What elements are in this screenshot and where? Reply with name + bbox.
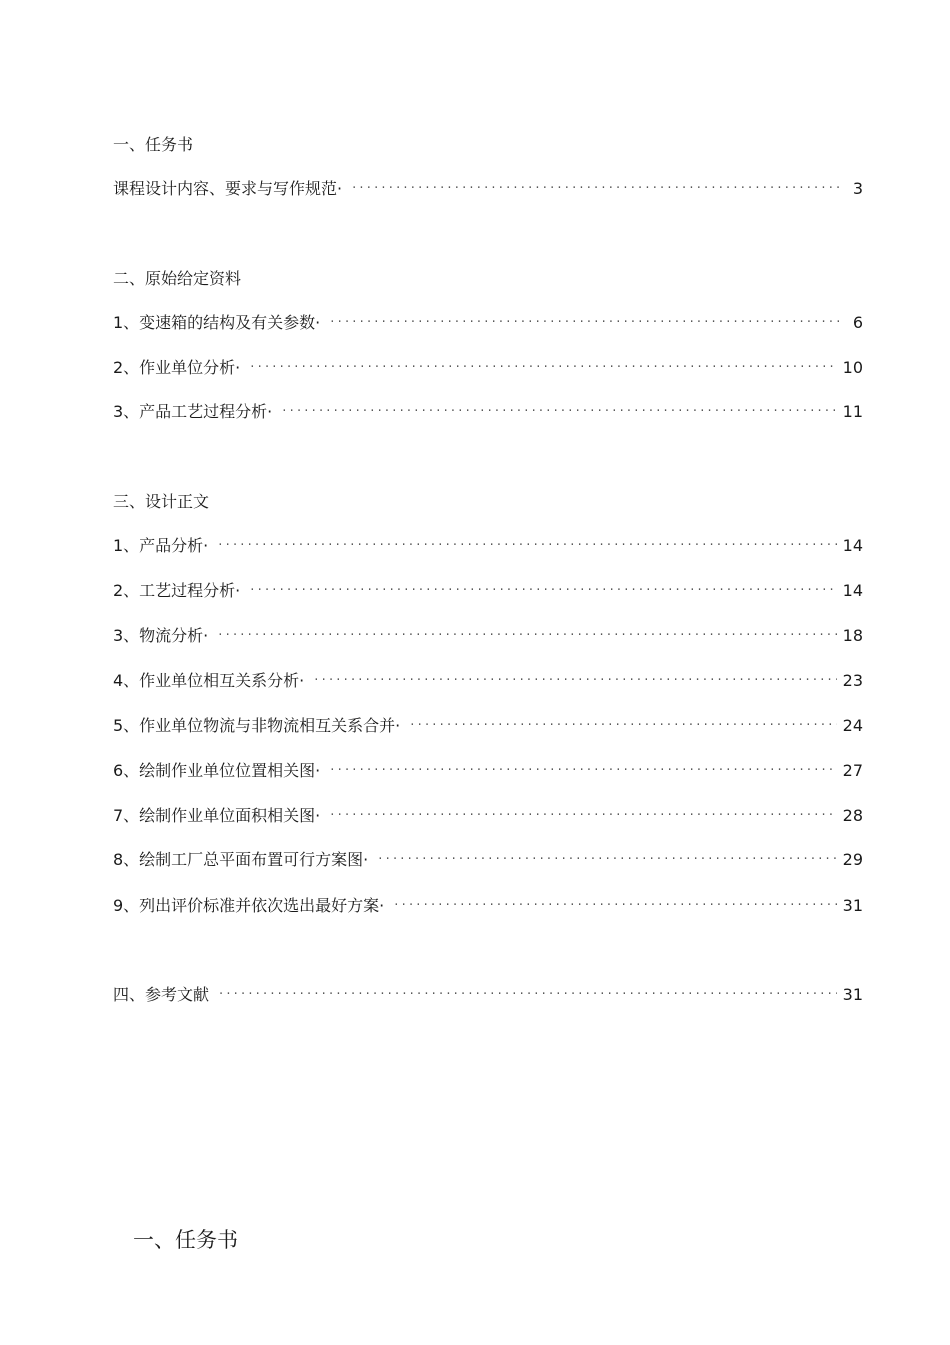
toc-section-heading: 二、原始给定资料: [113, 269, 242, 288]
toc-entry[interactable]: [113, 625, 863, 647]
toc-entry-label: 课程设计内容、要求与写作规范·: [113, 179, 343, 198]
toc-page-number: 24: [842, 716, 863, 735]
toc-entry[interactable]: [113, 535, 863, 557]
toc-dot-leader: [282, 401, 836, 423]
toc-entry-label: 4、作业单位相互关系分析·: [113, 671, 305, 690]
toc-section-heading: 一、任务书: [113, 135, 194, 154]
toc-dot-leader: [250, 357, 836, 379]
toc-entry[interactable]: [113, 357, 863, 379]
toc-page-number: 14: [842, 581, 863, 600]
toc-entry-label: 3、产品工艺过程分析·: [113, 402, 273, 421]
toc-entry-label: 3、物流分析·: [113, 626, 209, 645]
toc-entry-label: 5、作业单位物流与非物流相互关系合并·: [113, 716, 401, 735]
toc-dot-leader: [410, 715, 836, 737]
toc-entry[interactable]: [113, 670, 863, 692]
toc-dot-leader: [314, 670, 836, 692]
toc-entry-label: 6、绘制作业单位位置相关图·: [113, 761, 321, 780]
toc-entry-label: 9、列出评价标准并依次选出最好方案·: [113, 896, 385, 915]
toc-dot-leader: [378, 849, 836, 871]
toc-dot-leader: [218, 535, 836, 557]
toc-page-number: 3: [852, 179, 863, 198]
toc-page-number: 31: [842, 985, 863, 1004]
toc-entry-label: 2、工艺过程分析·: [113, 581, 241, 600]
toc-entry[interactable]: [113, 401, 863, 423]
toc-entry[interactable]: [113, 895, 863, 917]
toc-entry-label: 8、绘制工厂总平面布置可行方案图·: [113, 850, 369, 869]
toc-dot-leader: [352, 178, 839, 200]
toc-page-number: 6: [852, 313, 863, 332]
toc-dot-leader: [250, 580, 836, 602]
toc-entry-label: 1、变速箱的结构及有关参数·: [113, 313, 321, 332]
toc-page-number: 10: [842, 358, 863, 377]
toc-entry-label: 7、绘制作业单位面积相关图·: [113, 806, 321, 825]
toc-entry[interactable]: [113, 849, 863, 871]
toc-section-heading: 三、设计正文: [113, 492, 210, 511]
toc-entry-references[interactable]: [113, 984, 863, 1006]
toc-dot-leader: [330, 805, 836, 827]
toc-dot-leader: [218, 625, 836, 647]
toc-page-number: 23: [842, 671, 863, 690]
toc-page-number: 28: [842, 806, 863, 825]
toc-entry[interactable]: [113, 580, 863, 602]
toc-dot-leader: [394, 895, 836, 917]
toc-page-number: 14: [842, 536, 863, 555]
toc-entry-label: 四、参考文献: [113, 985, 210, 1004]
toc-entry[interactable]: [113, 312, 863, 334]
toc-dot-leader: [219, 984, 837, 1006]
toc-entry[interactable]: [113, 715, 863, 737]
toc-entry-label: 2、作业单位分析·: [113, 358, 241, 377]
toc-dot-leader: [330, 312, 839, 334]
toc-entry-label: 1、产品分析·: [113, 536, 209, 555]
toc-page-number: 31: [842, 896, 863, 915]
toc-entry[interactable]: [113, 178, 863, 200]
toc-page-number: 29: [842, 850, 863, 869]
toc-dot-leader: [330, 760, 836, 782]
toc-page-number: 18: [842, 626, 863, 645]
body-section-heading: 一、任务书: [133, 1228, 238, 1252]
toc-entry[interactable]: [113, 805, 863, 827]
toc-page-number: 27: [842, 761, 863, 780]
toc-page-number: 11: [842, 402, 863, 421]
toc-entry[interactable]: [113, 760, 863, 782]
